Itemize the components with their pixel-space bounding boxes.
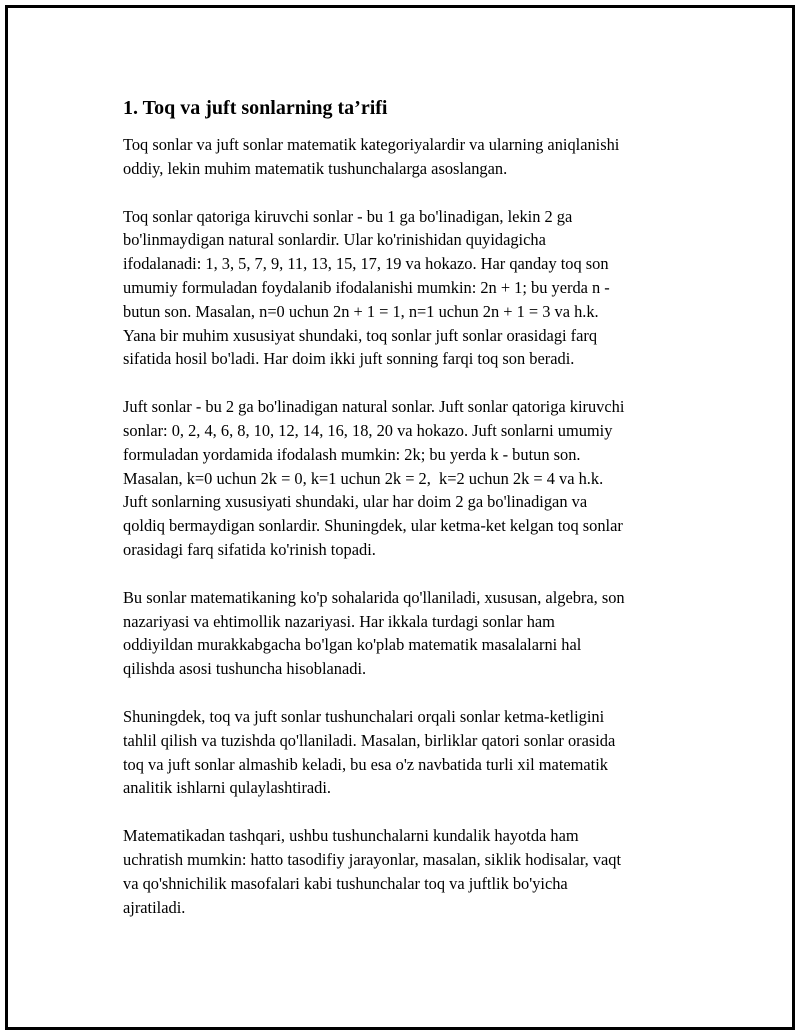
paragraph-applications — [120, 586, 705, 681]
text-line: qoldiq bermaydigan sonlardir. Shuningdek, ular ketma-ket kelgan toq sonlar — [123, 516, 623, 536]
text-line: Juft sonlar - bu 2 ga bo'linadigan natural sonlar. Juft sonlar qatoriga kiruvchi — [123, 397, 625, 417]
text-line: toq va juft sonlar almashib keladi, bu esa o'z navbatida turli xil matematik — [123, 754, 608, 774]
text-line: oddiy, lekin muhim matematik tushunchalarga asoslangan. — [123, 158, 508, 178]
text-line: Toq sonlar va juft sonlar matematik kategoriyalardir va ularning aniqlanishi — [123, 135, 620, 154]
page-frame — [5, 5, 795, 1030]
section-heading: 1. Toq va juft sonlarning ta’rifi — [123, 97, 388, 119]
text-line: bo'linmaydigan natural sonlardir. Ular ko'rinishidan quyidagicha — [123, 230, 546, 250]
text-line: formuladan yordamida ifodalash mumkin: 2k; bu yerda k - butun son. — [123, 444, 581, 464]
text-line: Masalan, k=0 uchun 2k = 0, k=1 uchun 2k = 2, k=2 uchun 2k = 4 va h.k. — [123, 468, 604, 488]
text-line: nazariyasi va ehtimollik nazariyasi. Har ikkala turdagi sonlar ham — [123, 611, 555, 631]
text-line: orasidagi farq sifatida ko'rinish topadi. — [123, 539, 376, 559]
text-line: ifodalanadi: 1, 3, 5, 7, 9, 11, 13, 15, 17, 19 va hokazo. Har qanday toq son — [123, 254, 609, 274]
document-body — [120, 95, 705, 943]
paragraph-sequences — [120, 705, 705, 800]
paragraph-even-numbers — [120, 395, 705, 562]
paragraph-everyday-life — [120, 824, 705, 919]
text-line: sonlar: 0, 2, 4, 6, 8, 10, 12, 14, 16, 18, 20 va hokazo. Juft sonlarni umumiy — [123, 420, 613, 440]
text-line: butun son. Masalan, n=0 uchun 2n + 1 = 1, n=1 uchun 2n + 1 = 3 va h.k. — [123, 301, 599, 321]
text-line: Matematikadan tashqari, ushbu tushunchalarni kundalik hayotda ham — [123, 826, 579, 846]
text-line: Juft sonlarning xususiyati shundaki, ular har doim 2 ga bo'linadigan va — [123, 492, 588, 512]
paragraph-intro — [120, 133, 705, 181]
paragraph-odd-numbers — [120, 205, 705, 372]
text-line: Yana bir muhim xususiyat shundaki, toq sonlar juft sonlar orasidagi farq — [123, 325, 598, 345]
text-line: analitik ishlarni qulaylashtiradi. — [123, 778, 332, 798]
text-line: va qo'shnichilik masofalari kabi tushunchalar toq va juftlik bo'yicha — [123, 873, 568, 893]
text-line: Shuningdek, toq va juft sonlar tushunchalari orqali sonlar ketma-ketligini — [123, 706, 605, 726]
text-line: tahlil qilish va tuzishda qo'llaniladi. Masalan, birliklar qatori sonlar orasida — [123, 730, 616, 750]
text-line: ajratiladi. — [123, 897, 186, 917]
text-line: Bu sonlar matematikaning ko'p sohalarida qo'llaniladi, xususan, algebra, son — [123, 587, 625, 607]
text-line: umumiy formuladan foydalanib ifodalanishi mumkin: 2n + 1; bu yerda n - — [123, 277, 610, 297]
text-line: sifatida hosil bo'ladi. Har doim ikki juft sonning farqi toq son beradi. — [123, 349, 575, 369]
text-line: Toq sonlar qatoriga kiruvchi sonlar - bu 1 ga bo'linadigan, lekin 2 ga — [123, 206, 573, 226]
text-line: uchratish mumkin: hatto tasodifiy jarayonlar, masalan, siklik hodisalar, vaqt — [123, 849, 622, 869]
text-line: qilishda asosi tushuncha hisoblanadi. — [123, 659, 367, 679]
text-line: oddiyildan murakkabgacha bo'lgan ko'plab matematik masalalarni hal — [123, 635, 582, 655]
